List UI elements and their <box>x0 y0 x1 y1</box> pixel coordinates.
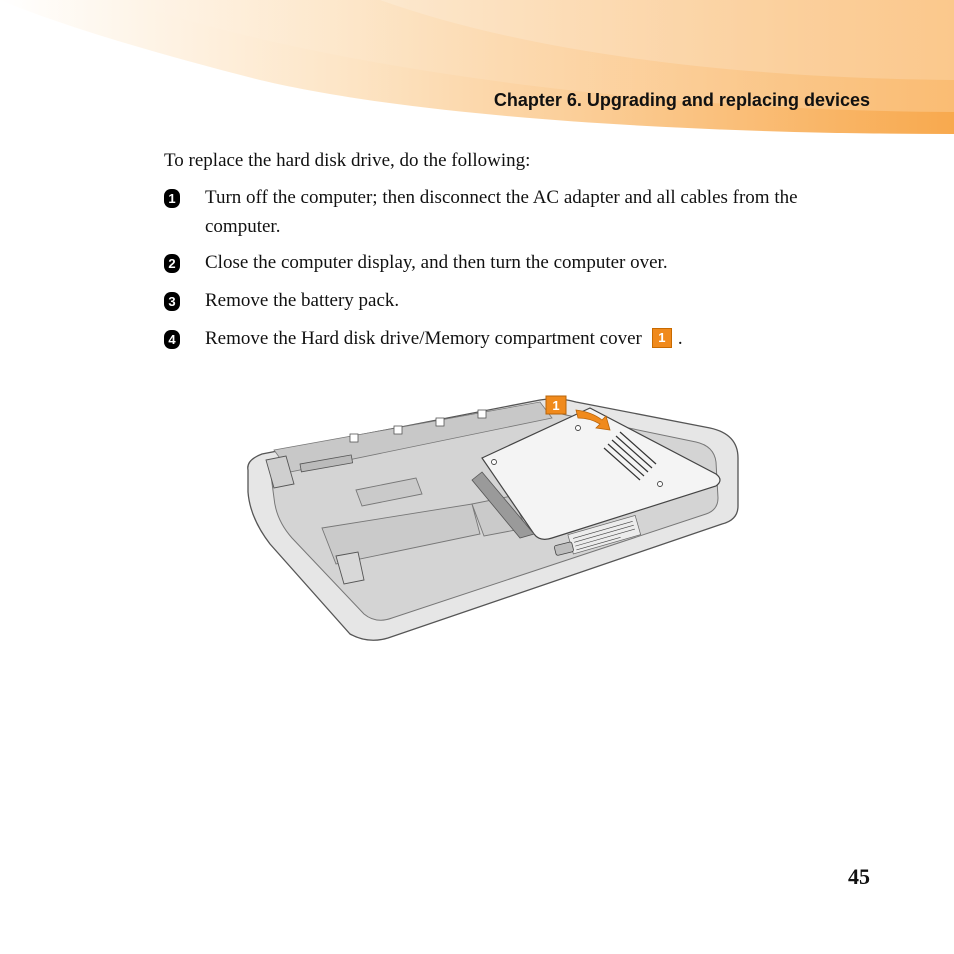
step-3 <box>164 286 864 315</box>
header-band <box>0 0 954 140</box>
step-text: Remove the battery pack. <box>205 290 400 311</box>
step-number-badge: 3 <box>164 292 180 311</box>
step-4-text: Remove the Hard disk drive/Memory compartment cover <box>205 328 642 349</box>
step-1 <box>164 183 864 241</box>
step-4-suffix: . <box>677 328 683 349</box>
step-number-badge: 4 <box>164 330 180 349</box>
step-text: Close the computer display, and then turn the computer over. <box>205 252 668 273</box>
step-2 <box>164 248 864 277</box>
step-4 <box>164 324 864 353</box>
step-text <box>205 324 864 353</box>
callout-badge: 1 <box>652 328 672 348</box>
laptop-underside-illustration <box>240 388 750 648</box>
figure-callout-label: 1 <box>552 398 560 413</box>
chapter-title: Chapter 6. Upgrading and replacing devices <box>493 90 870 110</box>
intro-text: To replace the hard disk drive, do the following: <box>164 150 531 171</box>
page-number: 45 <box>848 864 870 889</box>
step-number-badge: 1 <box>164 189 180 208</box>
step-number-badge: 2 <box>164 254 180 273</box>
step-text: Turn off the computer; then disconnect the AC adapter and all cables from the computer. <box>205 187 798 237</box>
